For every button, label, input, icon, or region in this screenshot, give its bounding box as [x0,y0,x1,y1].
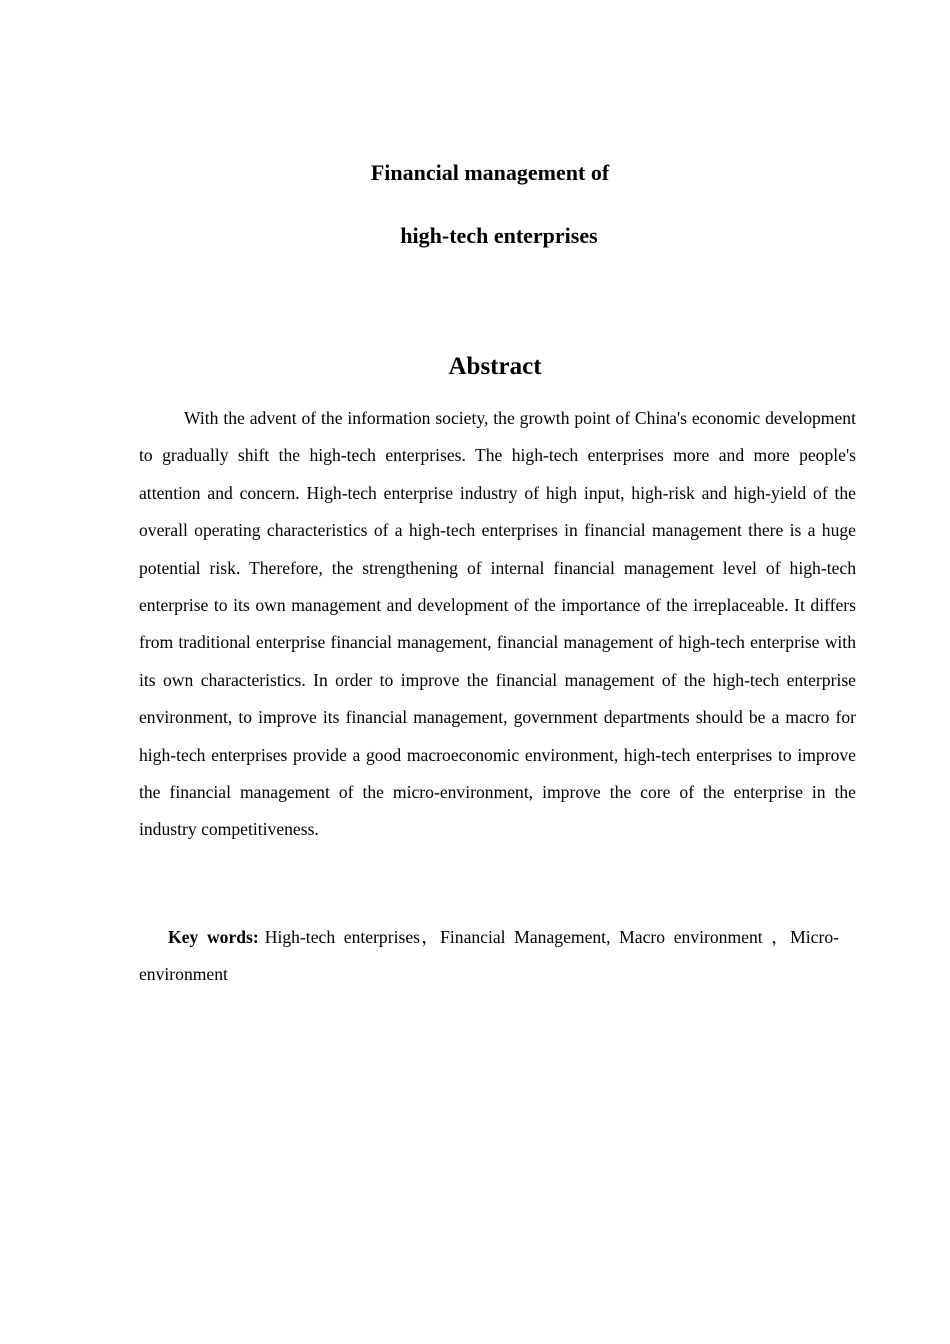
keywords-paragraph [139,919,839,994]
keywords-label: Key words: [168,927,259,947]
abstract-body: With the advent of the information society, the growth point of China's economic development to gradually shift the high-tech enterprises. The high-tech enterprises more and more people's attention and concern. High-tech enterprise industry of high input, high-risk and high-yield of the overall operating characteristics of a high-tech enterprises in financial management there is a huge potential risk. Therefore, the strengthening of internal financial management level of high-tech enterprise to its own management and development of the importance of the irreplaceable. It differs from traditional enterprise financial management, financial management of high-tech enterprise with its own characteristics. In order to improve the financial management of the high-tech enterprise environment, to improve its financial management, government departments should be a macro for high-tech enterprises provide a good macroeconomic environment, high-tech enterprises to improve the financial management of the micro-environment, improve the core of the enterprise in the industry competitiveness. [139,408,856,840]
abstract-heading: Abstract [448,353,542,380]
keywords-text: High-tech enterprises，Financial Management, Macro environment ，Micro-environment [139,927,839,985]
title-line-2: high-tech enterprises [400,223,598,248]
title-line-1: Financial management of [370,160,610,185]
